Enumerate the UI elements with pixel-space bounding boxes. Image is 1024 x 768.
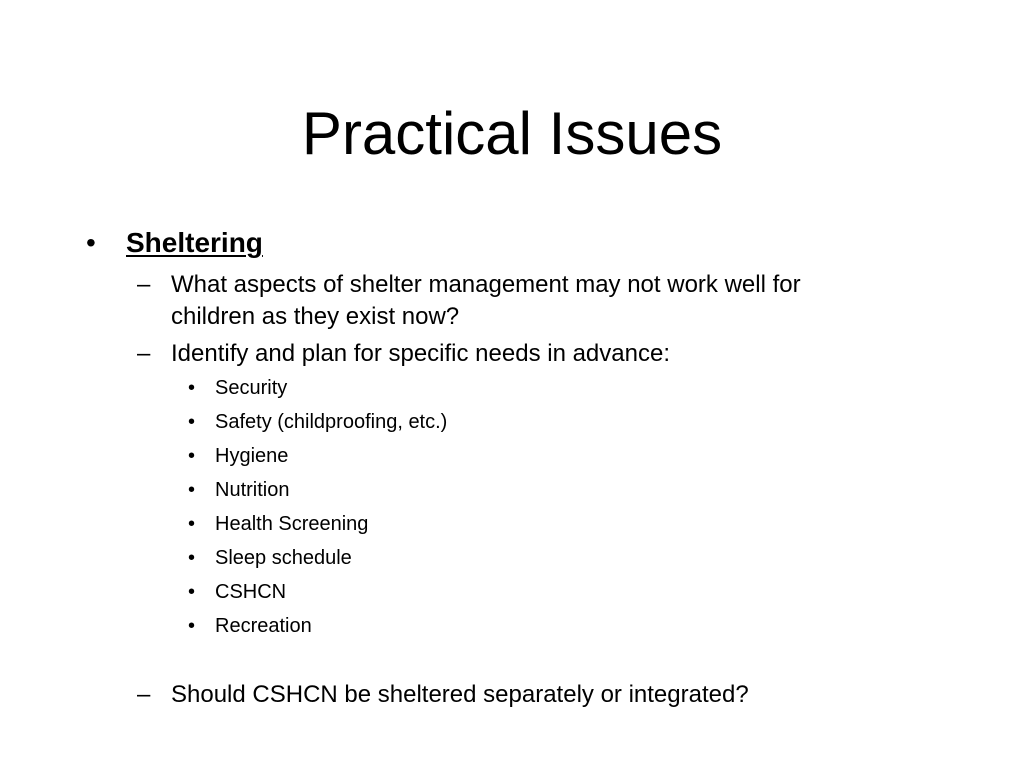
bullet-icon: • [188,581,196,603]
bullet-icon: • [188,411,196,433]
need-item-label: CSHCN [215,581,287,603]
question-shelter-management-line-2: children as they exist now? [171,303,460,330]
need-item-label: Health Screening [215,513,369,535]
dash-icon: – [137,271,151,298]
need-item-label: Nutrition [215,479,290,501]
question-specific-needs: Identify and plan for specific needs in advance: [171,340,670,367]
bullet-icon: • [188,445,196,467]
dash-icon: – [137,340,151,367]
need-item-label: Recreation [215,615,312,637]
slide-title: Practical Issues [301,100,723,167]
need-item-label: Safety (childproofing, etc.) [215,411,448,433]
need-item-label: Security [215,377,288,399]
heading-sheltering: Sheltering [126,227,263,258]
bullet-icon: • [188,547,196,569]
bullet-icon: • [188,377,196,399]
question-shelter-management-line-1: What aspects of shelter management may not work well for [171,271,801,298]
need-item-label: Hygiene [215,445,289,467]
question-cshcn-sheltering: Should CSHCN be sheltered separately or integrated? [171,681,749,708]
need-item-label: Sleep schedule [215,547,352,569]
bullet-icon: • [188,479,196,501]
bullet-icon: • [188,513,196,535]
bullet-icon: • [188,615,196,637]
bullet-icon: • [86,227,96,258]
dash-icon: – [137,681,151,708]
